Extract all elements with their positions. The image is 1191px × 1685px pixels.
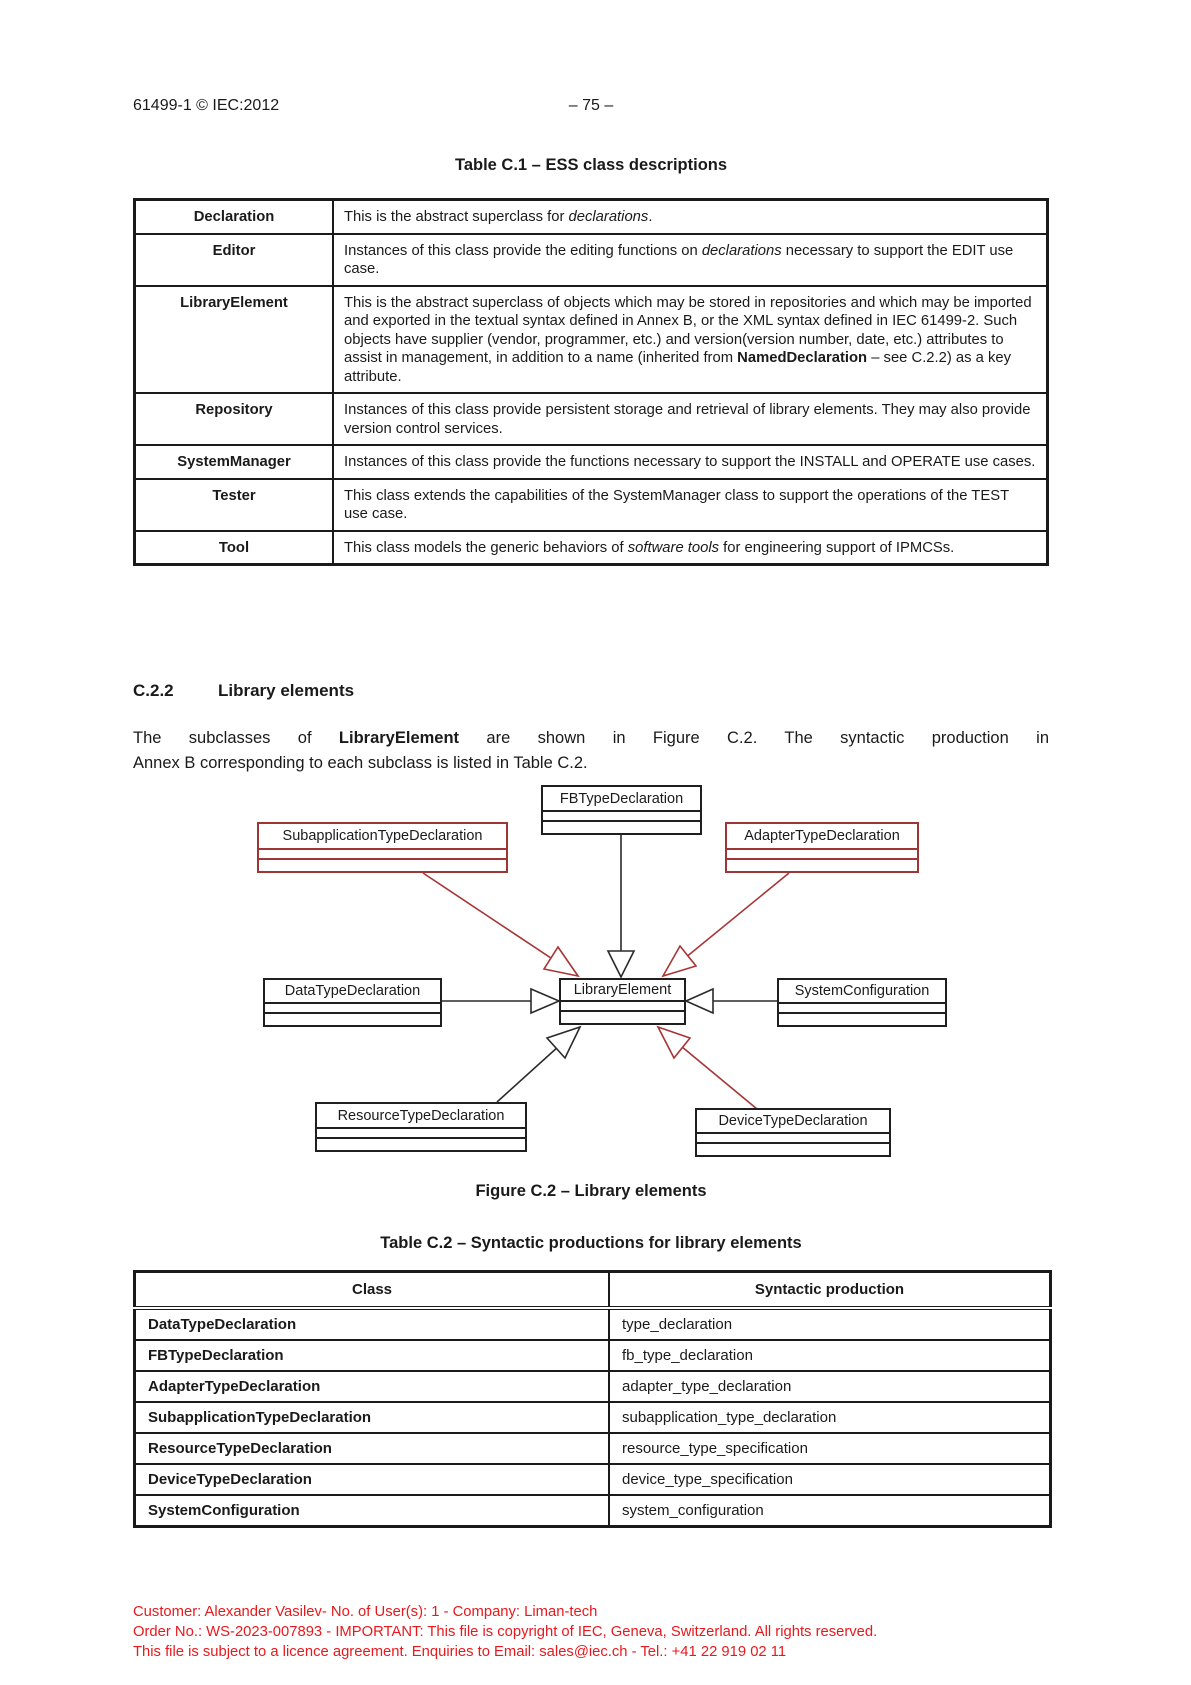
syntactic-production-cell: subapplication_type_declaration (609, 1402, 1051, 1433)
licence-footer-line: Customer: Alexander Vasilev- No. of User(s): 1 - Company: Liman-tech (133, 1604, 598, 1620)
attributes-compartment (727, 848, 917, 858)
class-name-cell: Tester (135, 479, 334, 531)
attributes-compartment (543, 810, 700, 820)
class-cell: DataTypeDeclaration (135, 1308, 610, 1340)
class-box-resourcetypedeclaration (315, 1102, 527, 1152)
table-row (135, 1464, 1051, 1495)
table-row (135, 479, 1048, 531)
attributes-compartment (259, 848, 506, 858)
attributes-compartment (561, 1000, 684, 1010)
class-box-libraryelement (559, 978, 686, 1025)
syntactic-production-cell: device_type_specification (609, 1464, 1051, 1495)
body-paragraph (133, 726, 1049, 776)
class-box-label: AdapterTypeDeclaration (744, 828, 900, 844)
operations-compartment (697, 1142, 889, 1155)
text-run: necessary to support the EDIT use case. (344, 242, 1014, 277)
class-box-systemconfiguration (777, 978, 947, 1027)
description-cell (333, 445, 1048, 479)
syntactic-production-cell: system_configuration (609, 1495, 1051, 1527)
description-cell (333, 234, 1048, 286)
column-header-syntactic-production: Syntactic production (609, 1272, 1051, 1309)
operations-compartment (265, 1012, 440, 1025)
class-name-cell: Repository (135, 393, 334, 445)
text-run: This is the abstract superclass for (344, 209, 569, 225)
class-name-cell: Declaration (135, 200, 334, 234)
description-cell (333, 200, 1048, 234)
class-box-label: SubapplicationTypeDeclaration (282, 828, 483, 844)
syntactic-production-cell: fb_type_declaration (609, 1340, 1051, 1371)
text-run: Annex B corresponding to each subclass is listed in Table C.2. (133, 754, 588, 772)
text-run: . (648, 209, 653, 225)
class-cell: AdapterTypeDeclaration (135, 1371, 610, 1402)
class-cell: ResourceTypeDeclaration (135, 1433, 610, 1464)
section-heading (133, 681, 1049, 701)
description-cell (333, 393, 1048, 445)
table-c2 (133, 1270, 1052, 1528)
table-c2-title: Table C.2 – Syntactic productions for library elements (380, 1234, 802, 1252)
class-cell: SystemConfiguration (135, 1495, 610, 1527)
text-run: declarations (701, 242, 782, 259)
table-row (135, 1340, 1051, 1371)
attributes-compartment (317, 1127, 525, 1137)
section-number: C.2.2 (133, 681, 174, 700)
syntactic-production-cell: type_declaration (609, 1308, 1051, 1340)
table-c1-title: Table C.1 – ESS class descriptions (454, 156, 728, 174)
text-run: software tools (627, 539, 720, 556)
table-row (135, 1371, 1051, 1402)
attributes-compartment (697, 1132, 889, 1142)
table-row (135, 1433, 1051, 1464)
operations-compartment (561, 1010, 684, 1023)
class-name-cell: Tool (135, 531, 334, 565)
text-run: The subclasses of (133, 729, 339, 747)
class-box-label: DeviceTypeDeclaration (718, 1113, 868, 1129)
operations-compartment (259, 858, 506, 871)
paragraph-line (133, 751, 1049, 776)
description-cell (333, 531, 1048, 565)
licence-footer (133, 1602, 1049, 1662)
class-box-adaptertypedeclaration (725, 822, 919, 873)
class-box-subapplicationtypedeclaration (257, 822, 508, 873)
text-run: LibraryElement (338, 729, 460, 747)
operations-compartment (317, 1137, 525, 1150)
syntactic-production-cell: resource_type_specification (609, 1433, 1051, 1464)
class-box-label: SystemConfiguration (794, 983, 930, 999)
text-run: for engineering support of IPMCSs. (719, 539, 955, 556)
table-row (135, 286, 1048, 394)
description-cell (333, 286, 1048, 394)
table-row (135, 531, 1048, 565)
table-row (135, 200, 1048, 234)
text-run: NamedDeclaration (737, 350, 868, 366)
class-cell: DeviceTypeDeclaration (135, 1464, 610, 1495)
table-header-row (135, 1272, 1051, 1309)
description-cell (333, 479, 1048, 531)
text-run: Instances of this class provide persistent storage and retrieval of library elements. They may also provide version control services. (344, 402, 1031, 437)
class-name-cell: SystemManager (135, 445, 334, 479)
operations-compartment (779, 1012, 945, 1025)
table-c1 (133, 198, 1049, 566)
class-name-cell: Editor (135, 234, 334, 286)
text-run: This class extends the capabilities of the SystemManager class to support the operations of the TEST use case. (344, 487, 1009, 522)
paragraph-line (133, 726, 1049, 751)
text-run: This class models the generic behaviors of (344, 539, 628, 556)
operations-compartment (727, 858, 917, 871)
class-box-devicetypedeclaration (695, 1108, 891, 1157)
attributes-compartment (779, 1002, 945, 1012)
table-row (135, 1402, 1051, 1433)
class-box-datatypedeclaration (263, 978, 442, 1027)
class-box-fbtypedeclaration (541, 785, 702, 835)
table-row (135, 445, 1048, 479)
document-reference: 61499-1 © IEC:2012 (133, 97, 280, 114)
operations-compartment (543, 820, 700, 833)
class-box-label: ResourceTypeDeclaration (337, 1107, 505, 1124)
section-title: Library elements (218, 681, 355, 700)
table-row (135, 1495, 1051, 1527)
class-cell: SubapplicationTypeDeclaration (135, 1402, 610, 1433)
text-run: declarations (568, 209, 649, 225)
class-box-label: FBTypeDeclaration (559, 790, 684, 807)
page-header (133, 97, 1049, 115)
table-row (135, 234, 1048, 286)
text-run: Instances of this class provide the editing functions on (344, 242, 702, 259)
class-cell: FBTypeDeclaration (135, 1340, 610, 1371)
table-row (135, 393, 1048, 445)
attributes-compartment (265, 1002, 440, 1012)
class-box-label: LibraryElement (573, 982, 672, 998)
text-run: Instances of this class provide the functions necessary to support the INSTALL and OPERATE use cases. (344, 454, 1036, 470)
page-number: – 75 – (568, 97, 614, 114)
licence-footer-line: This file is subject to a licence agreement. Enquiries to Email: sales@iec.ch - Tel.: +41 22 919 02 11 (133, 1644, 787, 1660)
licence-footer-line: Order No.: WS-2023-007893 - IMPORTANT: This file is copyright of IEC, Geneva, Switzerland. All rights reserved. (133, 1624, 878, 1640)
figure-caption: Figure C.2 – Library elements (475, 1182, 707, 1200)
syntactic-production-cell: adapter_type_declaration (609, 1371, 1051, 1402)
class-box-label: DataTypeDeclaration (284, 983, 421, 999)
text-run: – see C.2.2) as a key attribute. (344, 350, 1012, 385)
class-name-cell: LibraryElement (135, 286, 334, 394)
column-header-class: Class (135, 1272, 610, 1309)
text-run: This is the abstract superclass of objects which may be stored in repositories and which may be imported and exported in the textual syntax defined in Annex B, or the XML syntax defined in IEC 61499-2. Such objects have supplier (vendor, programmer, etc.) and version(version number, date, etc.) attributes to assist in management, in addition to a name (inherited from (344, 294, 1032, 366)
table-row (135, 1308, 1051, 1340)
text-run: are shown in Figure C.2. The syntactic production in (459, 729, 1049, 747)
